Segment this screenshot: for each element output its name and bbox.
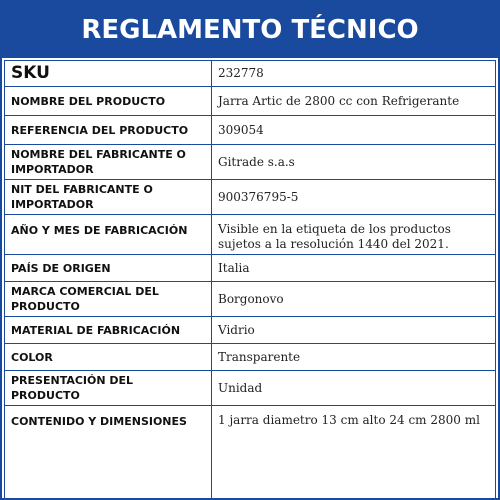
row-label: AÑO Y MES DE FABRICACIÓN [5, 215, 212, 255]
table-row [5, 406, 496, 500]
table-row [5, 282, 496, 317]
row-value: Transparente [212, 344, 496, 371]
row-value: 232778 [212, 61, 496, 87]
table-row [5, 215, 496, 255]
row-label: CONTENIDO Y DIMENSIONES [5, 406, 212, 500]
row-value: Unidad [212, 371, 496, 406]
table-row [5, 344, 496, 371]
row-label: REFERENCIA DEL PRODUCTO [5, 116, 212, 145]
spec-table [4, 60, 496, 500]
table-row [5, 371, 496, 406]
row-value: Visible en la etiqueta de los productos sujetos a la resolución 1440 del 2021. [212, 215, 496, 255]
row-label: NOMBRE DEL FABRICANTE O IMPORTADOR [5, 145, 212, 180]
table-row [5, 255, 496, 282]
row-value: 309054 [212, 116, 496, 145]
table-row [5, 116, 496, 145]
table-row [5, 180, 496, 215]
row-label: NOMBRE DEL PRODUCTO [5, 87, 212, 116]
row-label: SKU [5, 61, 212, 87]
row-value: 900376795-5 [212, 180, 496, 215]
row-label: MATERIAL DE FABRICACIÓN [5, 317, 212, 344]
row-value: Jarra Artic de 2800 cc con Refrigerante [212, 87, 496, 116]
row-label: MARCA COMERCIAL DEL PRODUCTO [5, 282, 212, 317]
table-row [5, 317, 496, 344]
table-row [5, 87, 496, 116]
row-value: Borgonovo [212, 282, 496, 317]
row-value: 1 jarra diametro 13 cm alto 24 cm 2800 ml [212, 406, 496, 500]
row-value: Gitrade s.a.s [212, 145, 496, 180]
row-value: Vidrio [212, 317, 496, 344]
row-label: NIT DEL FABRICANTE O IMPORTADOR [5, 180, 212, 215]
row-label: PRESENTACIÓN DEL PRODUCTO [5, 371, 212, 406]
page-title: REGLAMENTO TÉCNICO [2, 2, 498, 58]
table-row [5, 61, 496, 87]
row-value: Italia [212, 255, 496, 282]
row-label: COLOR [5, 344, 212, 371]
row-label: PAÍS DE ORIGEN [5, 255, 212, 282]
table-row [5, 145, 496, 180]
